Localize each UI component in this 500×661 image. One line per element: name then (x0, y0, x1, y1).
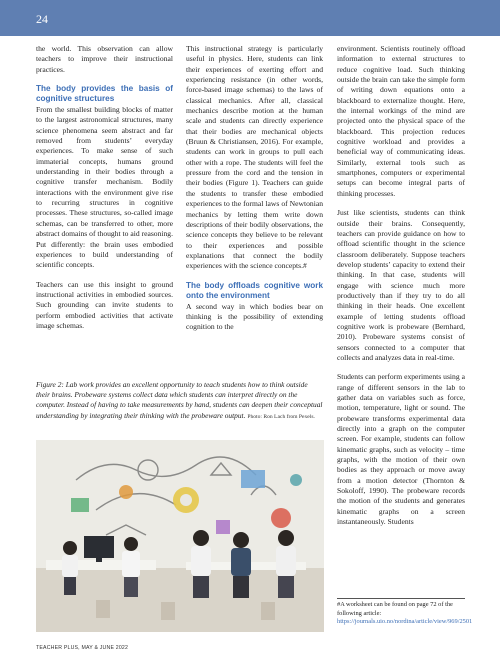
footnote-link[interactable]: https://journals.uio.no/nordina/article/view/969/2501 (337, 618, 473, 626)
section-heading: The body offloads cognitive work onto the environment (186, 280, 323, 300)
footnote-text: #A worksheet can be found on page 72 of the following article: (337, 601, 453, 617)
section-heading: The body provides the basis of cognitive structures (36, 84, 173, 104)
paragraph: This instructional strategy is particularly useful in physics. Here, students can link their experiences of exerting effort and experiencing resistance (in other words, force-based image schemas) to the laws of classical mechanics. After all, classical mechanics describe motion at the human scale and students can directly experience that their bodies are mechanical objects (Bruun & Christiansen, 2016). For example, students can work in groups to pull each other with a rope. The students will feel the pressure from the cord and the tension in their bodies (Figure 1). Teachers can guide the students to transfer these embodied experiences to the formal laws of Newtonian mechanics by letting them write down descriptions of their bodily observations, the science concepts they believe to be relevant to their experiences and possible explanations that connect the bodily experiences with the science concepts.# (186, 44, 323, 271)
page-footer: TEACHER PLUS, MAY & JUNE 2022 (36, 645, 129, 651)
classroom-photo-illustration (36, 440, 324, 632)
paragraph: Students can perform experiments using a range of different sensors in the lab to gather data on variables such as force, motion, temperature, light or sound. The probeware transforms experimental data directly into a graph on the computer screen. For example, students can follow kinematic graphs, such as velocity – time graphs, with the motion of their own bodies as they approach or move away from a motion detector (Thornton & Sokoloff, 1990). The probeware records the motion of the students and generates kinematic graphs on a screen instantaneously. Students (337, 372, 465, 527)
photo-credit: Photo: Ron Lach from Pexels. (247, 413, 315, 420)
paragraph: Teachers can use this insight to ground instructional activities in embodied sources. Such grounding can invite students to perform embodied activities that activate image schemas. (36, 279, 173, 330)
paragraph: A second way in which bodies bear on thinking is the possibility of extending cognition to the (186, 301, 323, 332)
paragraph: the world. This observation can allow teachers to improve their instructional practices. (36, 44, 173, 74)
column-1 (36, 44, 173, 340)
footnote-divider (337, 598, 465, 599)
page-number: 24 (36, 12, 48, 26)
paragraph: environment. Scientists routinely offload information to external structures to reduce cognitive load. Such thinking outside the brain can take the simple form of writing down equations onto a blackboard to externalize thought. Here, the internal workings of the mind are projected onto the physical space of the blackboard. This projection reduces cognitive workload and provides a beneficial way of communicating ideas. Similarly, external tools such as smartphones, computers or experimental setups can become integral parts of thinking processes. (337, 44, 465, 198)
paragraph: From the smallest building blocks of matter to the largest astronomical structures, many science phenomena seem abstract and far removed from students’ everyday experiences. To make sense of such immaterial concepts, humans ground understanding in their bodies through a cognitive transfer mechanism. Bodily interactions with the environment give rise to recurring structures in cognitive processes. These structures, so-called image schemas, can be transferred to other, more abstract domains of thought to aid reasoning. Put differently: the brain uses embodied experiences to build understanding of scientific concepts. (36, 105, 173, 270)
paragraph: Just like scientists, students can think outside their brains. Consequently, teachers can provide guidance on how to offload scientific thought in the science classroom deliberately. Suppose teachers develop students’ capacity to extend their thinking. In that case, students will engage with science much more productively than if they try to do all thinking in their heads. One excellent example of letting students offload cognitive work is probeware (Bernhard, 2010). Probeware systems consist of sensors connected to a computer that collects and analyzes data in real-time. (337, 208, 465, 362)
column-3 (337, 44, 465, 536)
page-header-bar (0, 0, 500, 36)
footnote (337, 601, 473, 627)
figure-caption: Figure 2: Lab work provides an excellent opportunity to teach students how to think outside their brains. Probeware systems collect data which students can interpret directly on the computer. Instead of having to take measurements by hand, students can deepen their conceptual understanding by integrating their thinking with the probeware output. (36, 380, 323, 420)
classroom-photo (36, 440, 324, 632)
figure-caption-block (36, 380, 323, 422)
column-2 (186, 44, 323, 342)
